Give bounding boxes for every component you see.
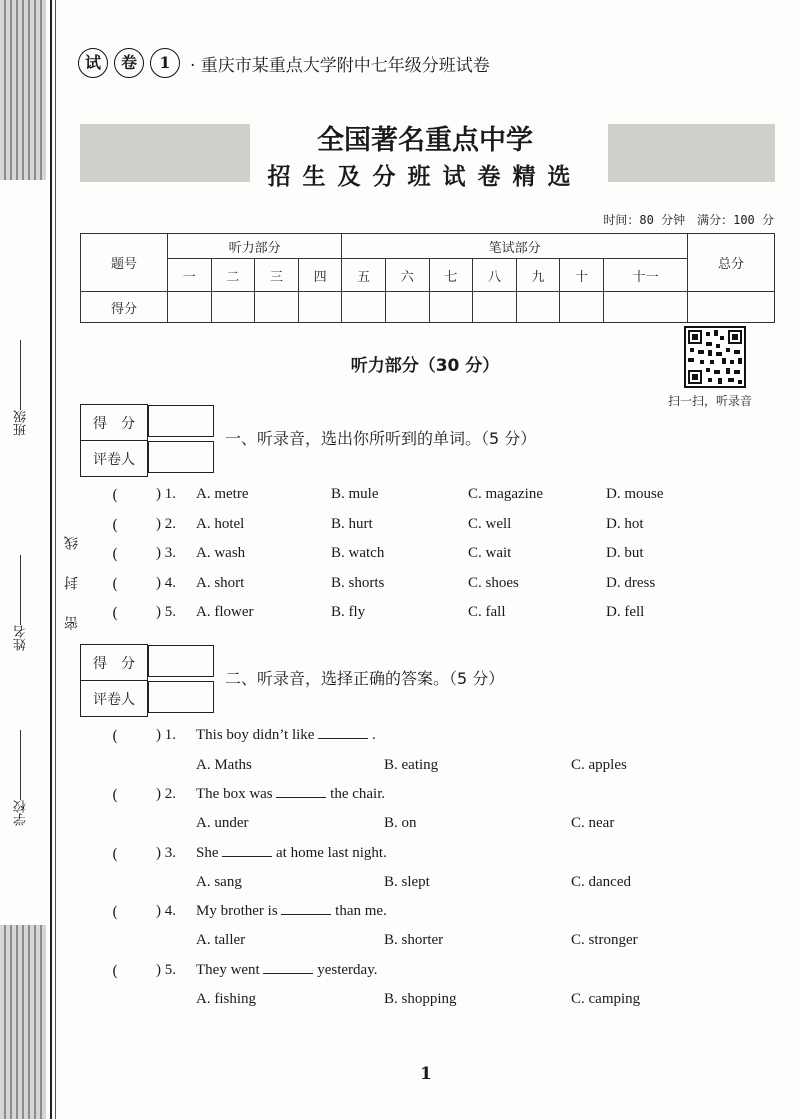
listening-section-title: 听力部分（30 分） xyxy=(350,356,500,376)
score-cell[interactable] xyxy=(473,292,517,323)
title-band-right xyxy=(608,124,775,182)
section-number: 九 xyxy=(516,259,560,292)
option-b[interactable]: B. mule xyxy=(331,486,379,502)
question-stem: She at home last night. xyxy=(196,845,387,861)
section-number: 五 xyxy=(342,259,386,292)
score-label: 得 分 xyxy=(81,645,148,681)
question-number: ) 4. xyxy=(156,903,176,919)
option-a[interactable]: A. sang xyxy=(196,874,242,890)
option-c[interactable]: C. near xyxy=(571,815,615,831)
question-number: ) 5. xyxy=(156,604,176,620)
question-stem: The box was the chair. xyxy=(196,786,386,802)
score-table xyxy=(80,233,775,323)
qr-code-icon xyxy=(684,326,746,388)
section-number: 一 xyxy=(168,259,212,292)
section-number: 三 xyxy=(255,259,299,292)
grader-entry[interactable] xyxy=(148,681,214,713)
option-b[interactable]: B. shorts xyxy=(331,575,385,591)
header xyxy=(78,48,490,78)
option-c[interactable]: C. magazine xyxy=(468,486,543,502)
option-b[interactable]: B. hurt xyxy=(331,516,373,532)
question-stem: This boy didn’t like . xyxy=(196,727,376,743)
question-number: ) 1. xyxy=(156,727,176,743)
option-b[interactable]: B. shorter xyxy=(384,932,444,948)
margin-decoration-bottom xyxy=(0,925,46,1119)
badge-1: 试 xyxy=(78,48,108,78)
answer-blank[interactable] xyxy=(281,914,331,915)
option-a[interactable]: A. hotel xyxy=(196,516,245,532)
question-number: ) 3. xyxy=(156,845,176,861)
section-number: 十一 xyxy=(603,259,687,292)
time-info: 时间：80 分钟 满分：100 分 xyxy=(603,213,774,227)
class-field: 班级 xyxy=(12,340,31,436)
option-d[interactable]: D. fell xyxy=(606,604,645,620)
score-cell[interactable] xyxy=(429,292,473,323)
option-b[interactable]: B. slept xyxy=(384,874,430,890)
score-label: 得分 xyxy=(81,292,168,323)
badge-2: 卷 xyxy=(114,48,144,78)
grader-label: 评卷人 xyxy=(81,441,148,477)
option-b[interactable]: B. eating xyxy=(384,757,439,773)
score-entry[interactable] xyxy=(148,405,214,437)
total-label: 总分 xyxy=(688,234,775,292)
score-entry[interactable] xyxy=(148,645,214,677)
option-d[interactable]: D. dress xyxy=(606,575,656,591)
school-field: 学校 xyxy=(12,730,31,826)
score-cell[interactable] xyxy=(385,292,429,323)
listening-group: 听力部分 xyxy=(168,234,342,259)
margin-line-inner xyxy=(55,0,56,1119)
title-line-2: 招生及分班试卷精选 xyxy=(267,164,583,190)
score-cell[interactable] xyxy=(516,292,560,323)
section-number: 六 xyxy=(385,259,429,292)
option-b[interactable]: B. shopping xyxy=(384,991,457,1007)
option-c[interactable]: C. danced xyxy=(571,874,631,890)
question-stem: They went yesterday. xyxy=(196,962,378,978)
option-d[interactable]: D. but xyxy=(606,545,644,561)
option-a[interactable]: A. fishing xyxy=(196,991,256,1007)
option-c[interactable]: C. shoes xyxy=(468,575,519,591)
grader-label: 评卷人 xyxy=(81,681,148,717)
title-line-1: 全国著名重点中学 xyxy=(317,125,533,156)
option-d[interactable]: D. mouse xyxy=(606,486,664,502)
option-a[interactable]: A. short xyxy=(196,575,245,591)
option-c[interactable]: C. camping xyxy=(571,991,641,1007)
option-d[interactable]: D. hot xyxy=(606,516,644,532)
answer-blank[interactable] xyxy=(276,797,326,798)
row-label: 题号 xyxy=(81,234,168,292)
question-number: ) 2. xyxy=(156,786,176,802)
section-number: 七 xyxy=(429,259,473,292)
score-cell[interactable] xyxy=(168,292,212,323)
section-number: 四 xyxy=(298,259,342,292)
part1-title: 一、听录音，选出你所听到的单词。（5 分） xyxy=(225,429,537,448)
name-field: 姓名 xyxy=(12,555,31,651)
section-number: 二 xyxy=(211,259,255,292)
option-a[interactable]: A. metre xyxy=(196,486,249,502)
page-number: 1 xyxy=(420,1064,432,1084)
written-group: 笔试部分 xyxy=(342,234,688,259)
question-stem: My brother is than me. xyxy=(196,903,387,919)
section-number: 十 xyxy=(560,259,604,292)
option-b[interactable]: B. on xyxy=(384,815,417,831)
score-cell[interactable] xyxy=(560,292,604,323)
option-b[interactable]: B. fly xyxy=(331,604,366,620)
option-a[interactable]: A. Maths xyxy=(196,757,252,773)
grader-box-1 xyxy=(80,404,215,477)
answer-blank[interactable] xyxy=(263,973,313,974)
answer-blank[interactable] xyxy=(222,856,272,857)
grader-box-2 xyxy=(80,644,215,717)
option-c[interactable]: C. wait xyxy=(468,545,512,561)
section-number: 八 xyxy=(473,259,517,292)
option-c[interactable]: C. apples xyxy=(571,757,627,773)
score-cell[interactable] xyxy=(211,292,255,323)
question-number: ) 2. xyxy=(156,516,176,532)
answer-blank[interactable] xyxy=(318,738,368,739)
score-cell[interactable] xyxy=(342,292,386,323)
header-text: · 重庆市某重点大学附中七年级分班试卷 xyxy=(190,55,490,76)
option-a[interactable]: A. under xyxy=(196,815,249,831)
score-cell[interactable] xyxy=(688,292,775,323)
question-number: ) 3. xyxy=(156,545,176,561)
margin-decoration-top xyxy=(0,0,46,180)
score-cell[interactable] xyxy=(255,292,299,323)
qr-caption: 扫一扫，听录音 xyxy=(668,394,753,408)
part2-title: 二、听录音，选择正确的答案。（5 分） xyxy=(225,669,505,688)
option-a[interactable]: A. flower xyxy=(196,604,254,620)
score-cell[interactable] xyxy=(298,292,342,323)
question-number: ) 5. xyxy=(156,962,176,978)
option-b[interactable]: B. watch xyxy=(331,545,385,561)
option-a[interactable]: A. taller xyxy=(196,932,246,948)
score-cell[interactable] xyxy=(603,292,687,323)
score-label: 得 分 xyxy=(81,405,148,441)
option-a[interactable]: A. wash xyxy=(196,545,246,561)
question-number: ) 4. xyxy=(156,575,176,591)
badge-number: 1 xyxy=(150,48,180,78)
margin-line xyxy=(50,0,52,1119)
question-number: ) 1. xyxy=(156,486,176,502)
title-band-left xyxy=(80,124,250,182)
option-c[interactable]: C. stronger xyxy=(571,932,638,948)
option-c[interactable]: C. fall xyxy=(468,604,506,620)
seal-line-label: 密封线 xyxy=(64,510,80,630)
grader-entry[interactable] xyxy=(148,441,214,473)
option-c[interactable]: C. well xyxy=(468,516,512,532)
